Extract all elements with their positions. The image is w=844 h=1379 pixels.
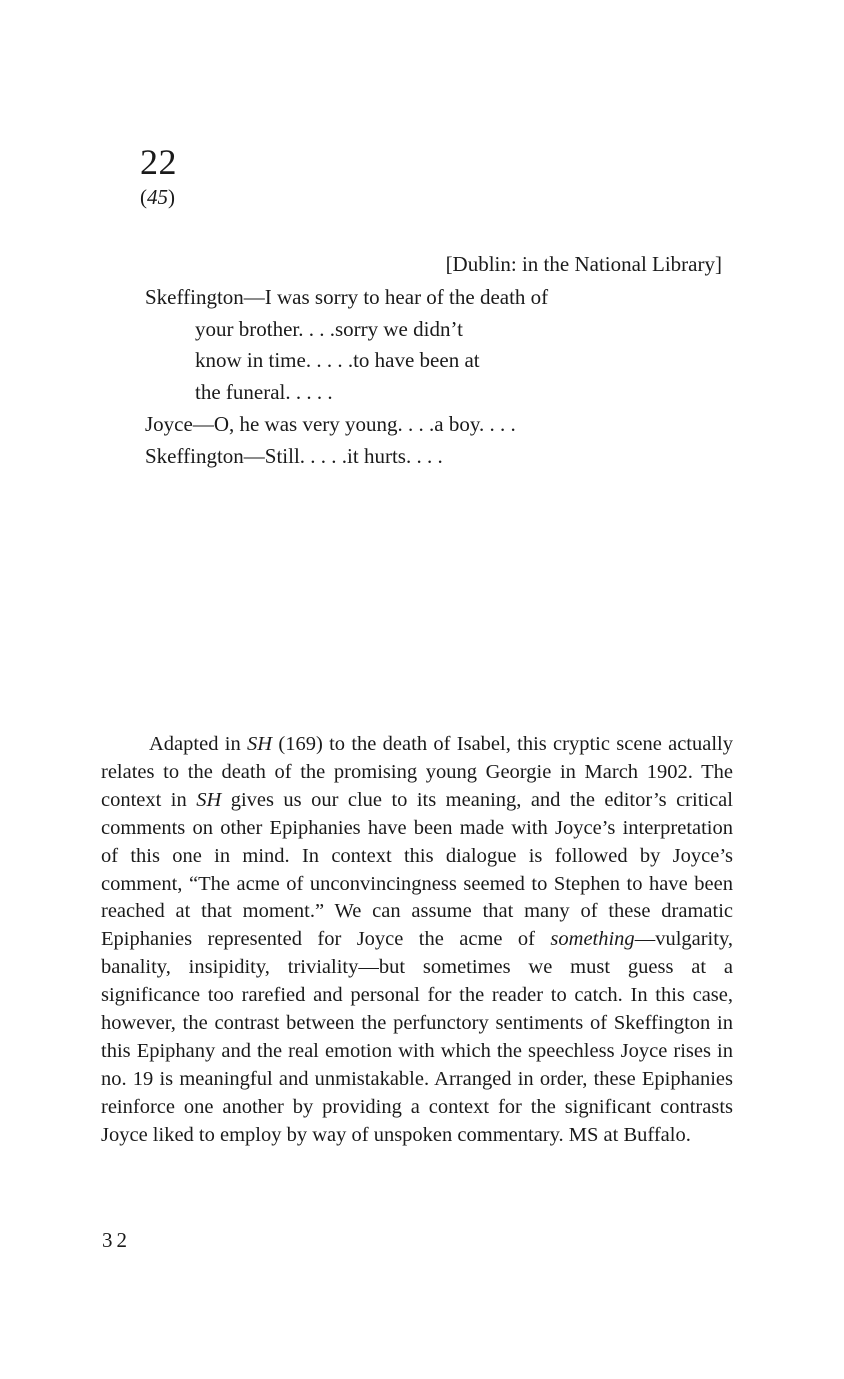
commentary-segment: (169) to the death of Isabel, this cryptic scene actually relates to the death of the promising young Georgie in March 1902. The context in [101,733,733,811]
dialogue-line: your brother. . . .sorry we didn’t [195,316,463,341]
epiphany-number: 22 [140,142,177,182]
dialogue-line: Skeffington—Still. . . . .it hurts. . . . [145,443,443,468]
page-number: 32 [102,1228,131,1252]
dialogue-block [145,282,548,472]
dialogue-line: Joyce—O, he was very young. . . .a boy. . . . [145,411,516,436]
dialogue-line: the funeral. . . . . [195,380,333,405]
commentary-paragraph [101,731,733,1150]
commentary-segment: Adapted in [149,733,248,755]
dialogue-line: Skeffington—I was sorry to hear of the death of [145,285,549,309]
emphasis-something: something [550,928,635,951]
epiphany-sub-number-value: 45 [147,185,168,209]
commentary-segment: —vulgarity, banality, insipidity, triviality—but sometimes we must guess at a significance too rarefied and personal for the reader to catch. In this case, however, the contrast between the perfunctory sentiments of Skeffington in this Epiphany and the real emotion with which the speechless Joyce rises in no. 19 is meaningful and unmistakable. Arranged in order, these Epiphanies reinforce one another by providing a context for the significant contrasts Joyce liked to employ by way of unspoken commentary. MS at Buffalo. [101,928,733,1146]
epiphany-sub-number: (45) [140,185,175,209]
dialogue-line: know in time. . . . .to have been at [195,348,480,373]
location-note: [Dublin: in the National Library] [445,252,722,276]
sh-abbrev: SH [196,788,222,811]
commentary-segment: gives us our clue to its meaning, and the editor’s critical comments on other Epiphanies have been made with Joyce’s interpretation of this one in mind. In context this dialogue is followed by Joyce’s comment, “The acme of unconvincingness seemed to Stephen to have been reached at that moment.” We can assume that many of these dramatic Epiphanies represented for Joyce the acme of [101,788,733,951]
commentary-text [101,731,733,1150]
sh-abbrev: SH [247,733,273,755]
